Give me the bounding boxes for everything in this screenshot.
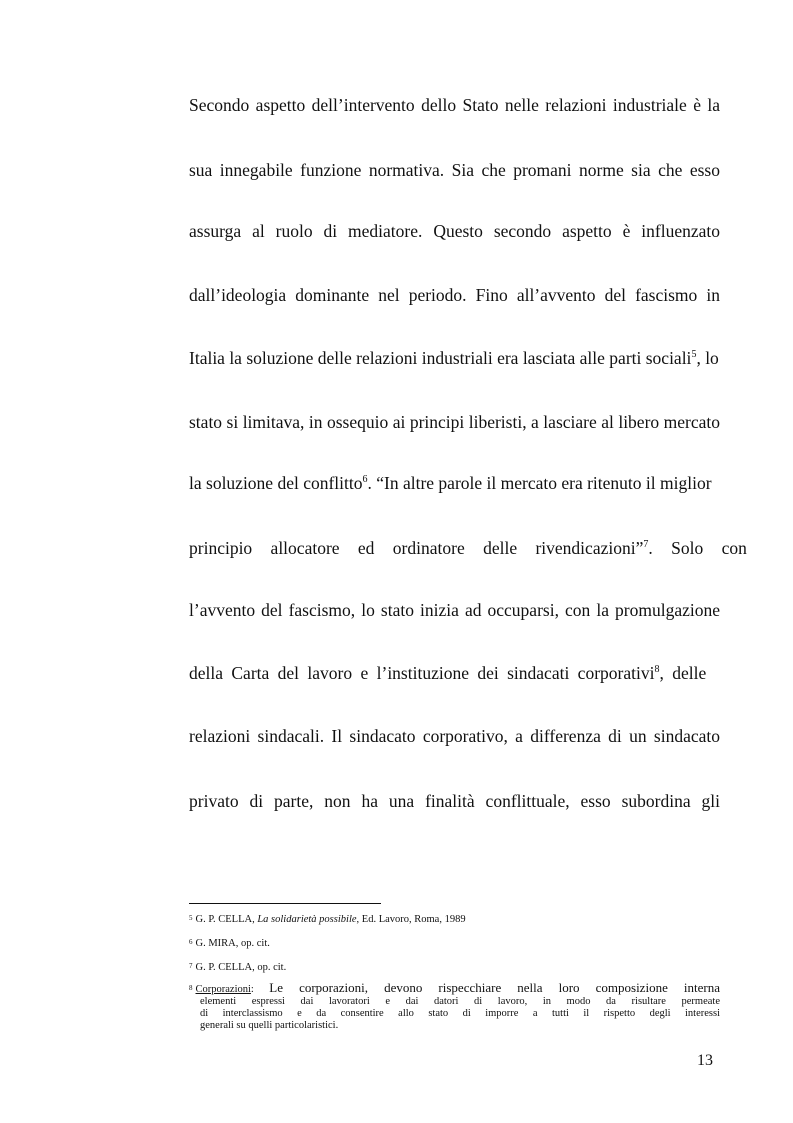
footnote-title: La solidarietà possibile (257, 914, 357, 925)
body-text: . “In altre parole il mercato era ritenuto il miglior (367, 473, 712, 493)
footnote-ref-8: 8 (654, 664, 660, 675)
body-text: Italia la soluzione delle relazioni industriali era lasciata alle parti sociali (189, 348, 692, 368)
body-line-3: assurga al ruolo di mediatore. Questo secondo aspetto è influenzato (189, 221, 720, 241)
body-text: , delle (659, 663, 707, 683)
body-line-1: Secondo aspetto dell’intervento dello Stato nelle relazioni industriale è la (189, 95, 720, 115)
footnote-author: G. P. CELLA, (195, 914, 255, 925)
footnote-6 (189, 936, 720, 950)
footnote-text: elementi espressi dai lavoratori e dai datori di lavoro, in modo da risultare permeate (200, 996, 720, 1007)
body-line-4: dall’ideologia dominante nel periodo. Fino all’avvento del fascismo in (189, 285, 720, 305)
footnote-text: generali su quelli particolaristici. (200, 1020, 339, 1031)
body-text: . Solo con (648, 538, 747, 558)
body-line-12: privato di parte, non ha una finalità conflittuale, esso subordina gli (189, 791, 720, 811)
footnote-text: G. P. CELLA, op. cit. (195, 962, 287, 973)
body-line-11: relazioni sindacali. Il sindacato corporativo, a differenza di un sindacato (189, 726, 720, 746)
footnote-text: G. MIRA, op. cit. (195, 938, 270, 949)
body-text: la soluzione del conflitto (189, 473, 363, 493)
footnote-term: Corporazioni (195, 984, 251, 995)
footnote-number: 6 (189, 938, 193, 946)
footnote-number: 5 (189, 914, 193, 922)
body-line-6: stato si limitava, in ossequio ai principi liberisti, a lasciare al libero mercato (189, 412, 720, 432)
body-line-8 (189, 537, 747, 559)
footnote-8 (189, 982, 720, 1032)
footnote-ref-7: 7 (643, 539, 649, 550)
footnote-ref-6: 6 (362, 474, 368, 485)
body-line-7 (189, 472, 720, 494)
body-line-5 (189, 347, 720, 369)
footnote-number: 7 (189, 962, 193, 970)
footnote-number: 8 (189, 984, 193, 992)
page-number: 13 (697, 1052, 713, 1069)
body-text: , lo (696, 348, 719, 368)
footnote-separator (189, 903, 381, 904)
footnote-7 (189, 960, 720, 974)
body-text: principio allocatore ed ordinatore delle rivendicazioni” (189, 538, 644, 558)
body-line-10 (189, 662, 720, 684)
body-line-9: l’avvento del fascismo, lo stato inizia ad occuparsi, con la promulgazione (189, 600, 720, 620)
footnote-text: , Ed. Lavoro, Roma, 1989 (356, 914, 466, 925)
footnote-text: Le corporazioni, devono rispecchiare nella loro composizione interna (269, 980, 721, 995)
footnote-text: di interclassismo e da consentire allo stato di imporre a tutti il rispetto degli interessi (200, 1008, 720, 1019)
body-line-2: sua innegabile funzione normativa. Sia che promani norme sia che esso (189, 160, 720, 180)
footnote-5 (189, 912, 720, 926)
body-text: della Carta del lavoro e l’instituzione dei sindacati corporativi (189, 663, 655, 683)
footnote-colon: : (250, 984, 254, 995)
footnote-ref-5: 5 (691, 349, 697, 360)
